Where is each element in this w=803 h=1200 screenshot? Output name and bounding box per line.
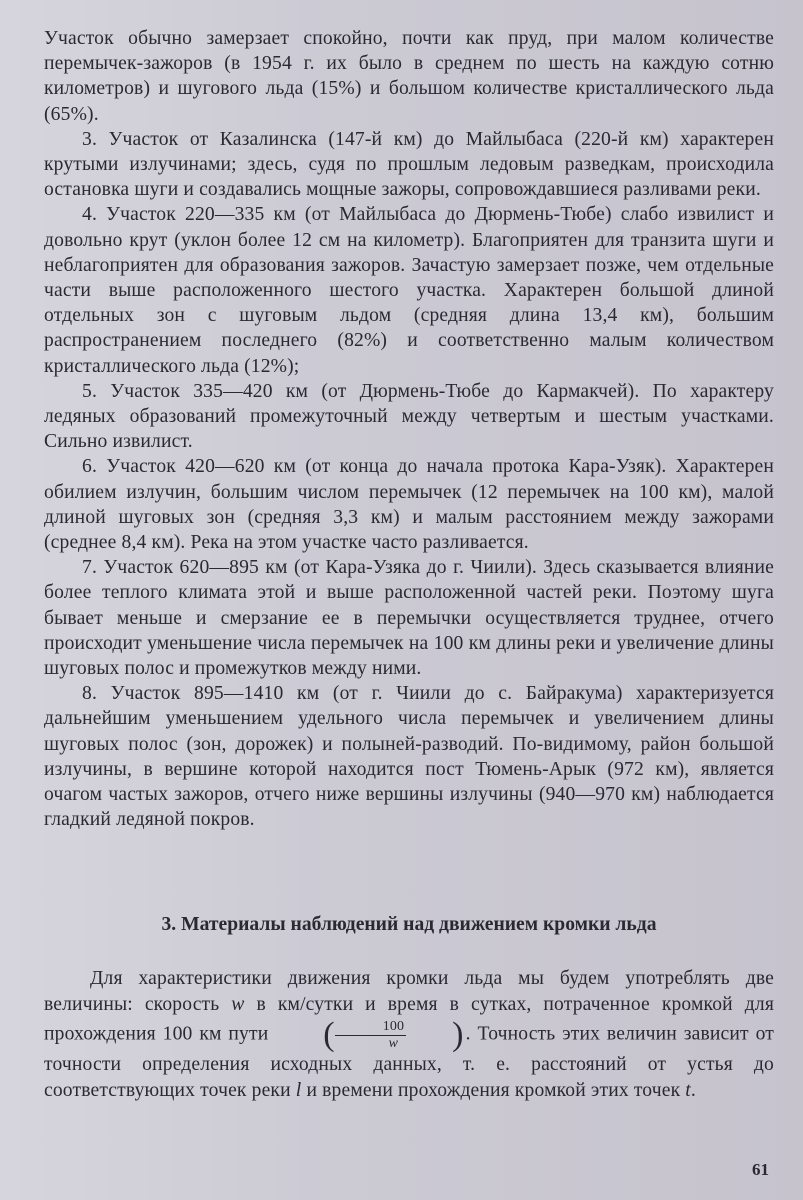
paragraph-section-5: 5. Участок 335—420 км (от Дюрмень-Тюбе до Кармакчей). По характеру ледяных образований промежуточный между четвертым и шестым участками. Сильно извилист. — [44, 380, 774, 453]
text-part-2: в км/сутки и время в сутках, потраченное кромкой для прохождения 100 км пути — [44, 994, 774, 1045]
variable-l: l — [295, 1080, 302, 1101]
paragraph-section-6: 6. Участок 420—620 км (от конца до начала протока Кара-Узяк). Характерен обилием излучин, большим числом перемычек (12 перемычек на 100 км), малой длиной шуговых зон (средняя 3,3 км) и малым расстоянием между зажорами (среднее 8,4 км). Река на этом участке часто разливается. — [44, 456, 774, 554]
variable-t: t — [685, 1080, 691, 1101]
section-heading: 3. Материалы наблюдений над движением кромки льда — [161, 914, 657, 935]
text-part-3: . Точность этих величин зависит от точности определения исходных данных, т. е. расстояний от устья до соответствующих точек реки — [44, 1023, 774, 1101]
page-number: 61 — [752, 1160, 769, 1179]
fraction-numerator: 100 — [335, 1019, 406, 1036]
section-paragraph — [44, 966, 774, 1104]
section-intro-text — [44, 966, 774, 1104]
paragraph-section-3: 3. Участок от Казалинска (147-й км) до Майлыбаса (220-й км) характерен крутыми излучинами; здесь, судя по прошлым ледовым разведкам, происходила остановка шуги и создавались мощные зажоры, сопровождавшиеся разливами реки. — [44, 128, 774, 201]
paragraph-section-7: 7. Участок 620—895 км (от Кара-Узяка до г. Чиили). Здесь сказывается влияние более теплого климата этой и выше расположенной частей реки. Поэтому шуга бывает меньше и смерзание ее в перемычки осуществляется труднее, отчего происходит уменьшение числа перемычек на 100 км длины реки и увеличение длины шуговых полос и промежутков между ними. — [44, 557, 774, 680]
paragraph-section-8: 8. Участок 895—1410 км (от г. Чиили до с. Байракума) характеризуется дальнейшим уменьшением удельного числа перемычек и увеличением длины шуговых полос (зон, дорожек) и полыней-разводий. По-видимому, район большой излучины, в вершине которой находится пост Тюмень-Арык (972 км), является очагом частых зажоров, отчего ниже вершины излучины (940—970 км) наблюдается гладкий ледяной покров. — [44, 683, 774, 831]
text-part-4: и времени прохождения кромкой этих точек — [301, 1080, 686, 1101]
main-text-block — [44, 26, 774, 833]
paragraph-continuation: Участок обычно замерзает спокойно, почти как пруд, при малом количестве перемычек-зажоров (в 1954 г. их было в среднем по шесть на каждую сотню километров) и шугового льда (15%) и большом количестве кристаллического льда (65%). — [44, 28, 774, 125]
right-paren: ) — [452, 1016, 464, 1053]
fraction-100-over-w — [277, 1018, 463, 1052]
text-part-1: Для характеристики движения кромки льда мы будем употреблять две величины: скорость — [44, 968, 774, 1015]
fraction-denominator: w — [388, 1035, 399, 1051]
paragraph-section-4: 4. Участок 220—335 км (от Майлыбаса до Дюрмень-Тюбе) слабо извилист и довольно крут (уклон более 12 см на километр). Благоприятен для транзита шуги и неблагоприятен для образования зажоров. Зачастую замерзает позже, чем отдельные части выше расположенного шестого участка. Характерен большой длиной отдельных зон с шуговым льдом (средняя длина 13,4 км), большим распространением последнего (82%) и соответственно малым количеством кристаллического льда (12%); — [44, 204, 774, 377]
text-part-5: . — [690, 1080, 696, 1101]
variable-w: w — [231, 994, 245, 1015]
left-paren: ( — [323, 1016, 335, 1053]
